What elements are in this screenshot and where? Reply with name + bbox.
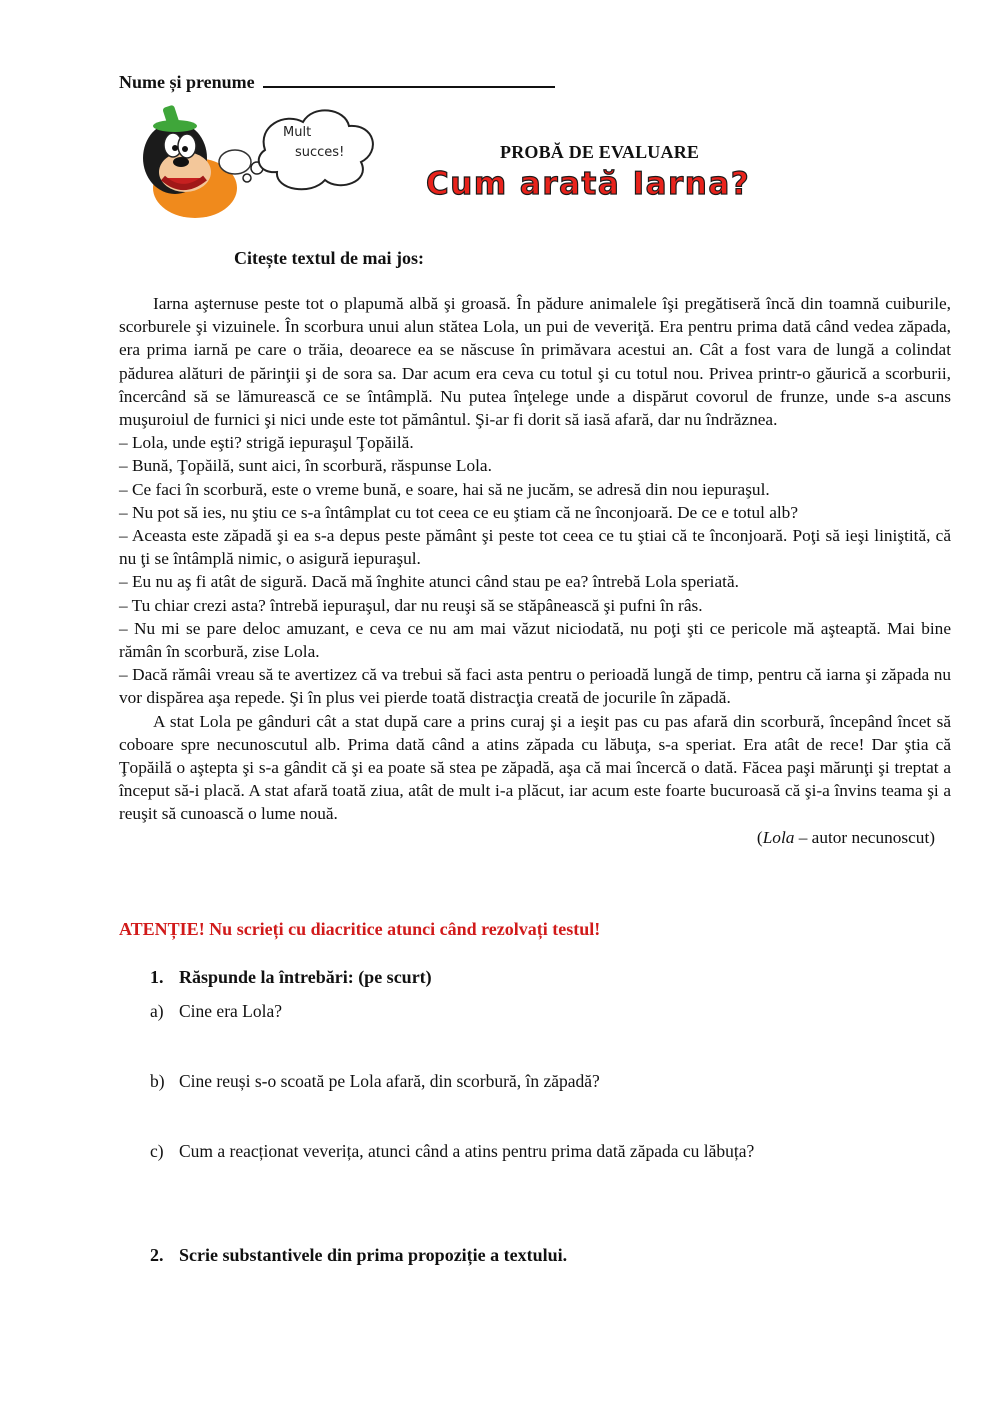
name-label: Nume și prenume — [119, 72, 255, 92]
question-title: Scrie substantivele din prima propoziție a textului. — [179, 1245, 568, 1265]
question-number: 2. — [150, 1245, 164, 1265]
question-2-heading — [150, 1245, 567, 1266]
bubble-text-line1: Mult — [283, 125, 312, 140]
question-text: Cine reuși s-o scoată pe Lola afară, din scorbură, în zăpadă? — [179, 1071, 600, 1091]
dialogue-line: – Nu mi se pare deloc amuzant, e ceva ce nu am mai văzut niciodată, nu poţi şti ce pericole mă aşteaptă. Mai bine rămân în scorbură, zise Lola. — [119, 618, 951, 662]
speech-bubble — [243, 110, 373, 189]
credit-open: ( — [756, 827, 763, 847]
dialogue-line: – Lola, unde eşti? strigă iepuraşul Ţopăilă. — [119, 433, 414, 453]
question-1-heading — [150, 967, 432, 988]
page-title: Cum arată Iarna? — [426, 166, 751, 202]
name-field-row — [119, 70, 555, 93]
question-number: 1. — [150, 967, 164, 987]
dialogue-line: – Bună, Ţopăilă, sunt aici, în scorbură, răspunse Lola. — [119, 456, 492, 476]
question-1b — [150, 1071, 600, 1092]
question-text: Cine era Lola? — [179, 1001, 283, 1021]
story-credit — [119, 826, 951, 849]
question-text: Cum a reacționat veverița, atunci când a atins pentru prima dată zăpada cu lăbuța? — [179, 1141, 755, 1161]
dialogue-line: – Aceasta este zăpadă şi ea s-a depus peste pământ şi peste tot ceea ce tu ştiai că te înconjoară. Poţi să ieşi liniştită, că nu ţi se întâmplă nimic, o asigură iepuraşul. — [119, 526, 951, 569]
dialogue-line: – Eu nu aş fi atât de sigură. Dacă mă înghite atunci când stau pe ea? întrebă Lola speriată. — [119, 572, 739, 592]
dialogue-line: – Ce faci în scorbură, este o vreme bună, e soare, hai să ne jucăm, se adresă din nou iepuraşul. — [119, 479, 770, 499]
credit-title: Lola — [762, 827, 795, 847]
question-letter: a) — [150, 1001, 164, 1021]
dialogue-line: – Tu chiar crezi asta? întrebă iepuraşul, dar nu reuşi să se stăpânească şi pufni în râs. — [119, 595, 703, 615]
story-text — [119, 292, 951, 849]
goofy-character — [143, 105, 251, 218]
dialogue-line: – Dacă rămâi vreau să te avertizez că va trebui să faci asta pentru o perioadă lungă de timp, pentru că iarna şi zăpada nu vor dispărea aşa repede. Şi în plus vei pierde toată distracţia creată de jocurile în zăpadă. — [119, 665, 951, 708]
question-1a — [150, 1001, 282, 1022]
bubble-text-line2: succes! — [295, 145, 345, 160]
question-letter: c) — [150, 1141, 164, 1161]
question-letter: b) — [150, 1071, 165, 1091]
goofy-illustration — [135, 100, 385, 220]
question-1c — [150, 1141, 754, 1162]
credit-author: – autor necunoscut) — [794, 827, 935, 847]
reading-instruction: Citește textul de mai jos: — [234, 248, 424, 268]
warning-notice: ATENȚIE! Nu scrieți cu diacritice atunci când rezolvați testul! — [119, 919, 601, 939]
name-blank-line[interactable] — [263, 70, 555, 88]
question-title: Răspunde la întrebări: (pe scurt) — [179, 967, 432, 987]
dialogue-line: – Nu pot să ies, nu ştiu ce s-a întâmplat cu tot ceea ce eu ştiam că ne înconjoară. De ce e totul alb? — [119, 502, 798, 522]
story-paragraph: A stat Lola pe gânduri cât a stat după care a prins curaj şi a ieşit pas cu pas afară din scorbură, începând încet să coboare spre necunoscutul alb. Prima dată când a atins zăpada cu lăbuţa, s-a speriat. Era atât de rece! Dar ştia că Ţopăilă o aştepta şi s-a gândit că şi ea poate să stea pe zăpadă, aşa că mai încercă o dată. Făcea paşi mărunţi şi treptat a început să-i placă. A stat afară toată ziua, atât de mult i-a plăcut, iar acum este foarte bucuroasă că şi-a învins teama şi a reuşit să cunoască o lume nouă. — [119, 711, 951, 824]
story-paragraph: Iarna aşternuse peste tot o plapumă albă şi groasă. În pădure animalele îşi pregătiseră încă din toamnă cuiburile, scorburele şi vizuinele. În scorbura unui alun stătea Lola, un pui de veveriţă. Era pentru prima dată când vedea zăpada, era prima iarnă pe care o trăia, deoarece ea se născuse în primăvara acestui an. Cât a fost vara de lungă a colindat pădurea alături de părinţii şi de sora sa. Dar acum era ceva cu totul şi cu totul nou. Privea printr-o găurică a scorburii, încercând să se lămurească ce se întâmplă. Nu putea înţelege unde a dispărut covorul de frunze, unde s-a ascuns muşuroiul de furnici şi nici unde este tot pământul. Şi-ar fi dorit să iasă afară, dar nu îndrăznea. — [119, 294, 951, 430]
test-label: PROBĂ DE EVALUARE — [500, 142, 700, 162]
